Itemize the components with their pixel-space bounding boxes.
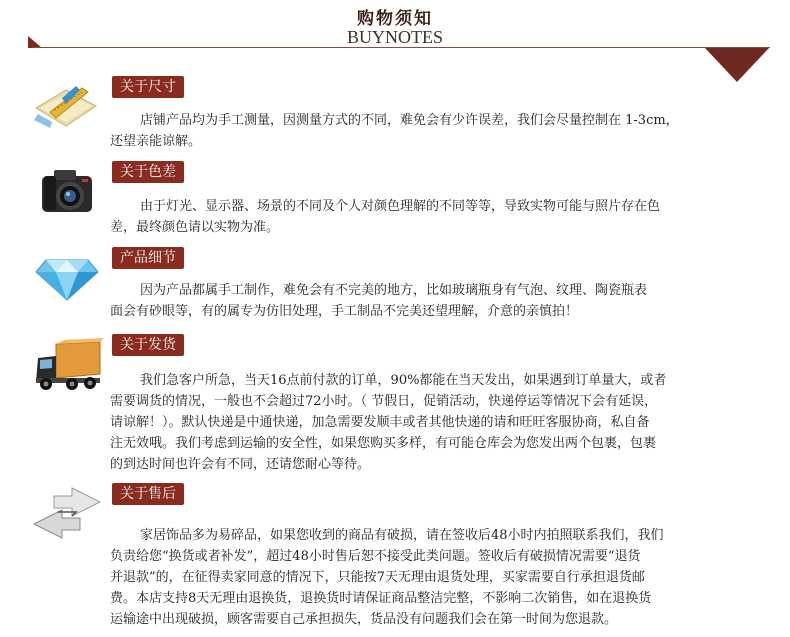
text-line: 运输途中出现破损，顾客需要自己承担损失，货品没有问题我们会在第一时间为您退款。: [110, 612, 618, 627]
delivery-truck-icon: [34, 338, 104, 396]
text-line: 需要调货的情况，一般也不会超过72小时。（ 节假日，促销活动，快递停运等情况下会有延误，: [110, 394, 658, 409]
section-shipping-title: 关于发货: [112, 334, 184, 356]
section-size-title: 关于尺寸: [112, 76, 184, 98]
text-line: 我们急客户所急，当天16点前付款的订单，90%都能在当天发出，如果遇到订单量大，或者: [140, 373, 667, 388]
section-detail-title: 产品细节: [112, 247, 184, 269]
text-line: 费。本店支持8天无理由退换货，退换货时请保证商品整洁完整，不影响二次销售，如在退换货: [110, 591, 652, 606]
text-line: 还望亲能谅解。: [110, 134, 202, 149]
section-aftersale-text: [110, 525, 730, 630]
text-line: 负责给您“换货或者补发”，超过48小时售后恕不接受此类问题。签收后有破损情况需要“退货: [110, 549, 641, 564]
text-line: 请谅解！）。默认快递是中通快递，加急需要发顺丰或者其他快递的请和旺旺客服协商，私自备: [110, 415, 650, 430]
section-aftersale-title: 关于售后: [112, 483, 184, 505]
section-color-title: 关于色差: [112, 161, 184, 183]
text-line: 因为产品都属手工制作，难免会有不完美的地方，比如玻璃瓶身有气泡、纹理、陶瓷瓶表: [140, 283, 648, 298]
exchange-arrows-icon: [32, 484, 102, 546]
section-size-text: [110, 110, 730, 152]
text-line: 家居饰品多为易碎品，如果您收到的商品有破损，请在签收后48小时内拍照联系我们，我们: [140, 528, 664, 543]
section-color-text: [110, 196, 730, 238]
camera-icon: [38, 164, 96, 222]
text-line: 由于灯光、显示器、场景的不同及个人对颜色理解的不同等等，导致实物可能与照片存在色: [140, 199, 661, 214]
text-line: 面会有砂眼等，有的属专为仿旧处理，手工制品不完美还望理解，介意的亲慎拍！: [110, 304, 579, 319]
text-line: 店铺产品均为手工测量，因测量方式的不同，难免会有少许误差，我们会尽量控制在 1-3cm，: [140, 113, 679, 128]
section-shipping-text: [110, 370, 730, 475]
text-line: 注无效哦。我们考虑到运输的安全性，如果您购买多样，有可能仓库会为您发出两个包裹，包裹: [110, 436, 657, 451]
text-line: 的到达时间也许会有不同，还请您耐心等待。: [110, 457, 371, 472]
header-corner-right: [705, 48, 769, 82]
text-line: 差，最终颜色请以实物为准。: [110, 220, 280, 235]
page-title: 购物须知: [357, 9, 433, 29]
ruler-tools-icon: [32, 78, 100, 136]
page-subtitle: BUYNOTES: [346, 27, 443, 47]
text-line: 并退款”的，在征得卖家同意的情况下，只能按7天无理由退货处理，买家需要自行承担退货邮: [110, 570, 645, 585]
header-divider: [32, 47, 770, 48]
section-detail-text: [110, 280, 730, 322]
diamond-icon: [34, 252, 100, 306]
